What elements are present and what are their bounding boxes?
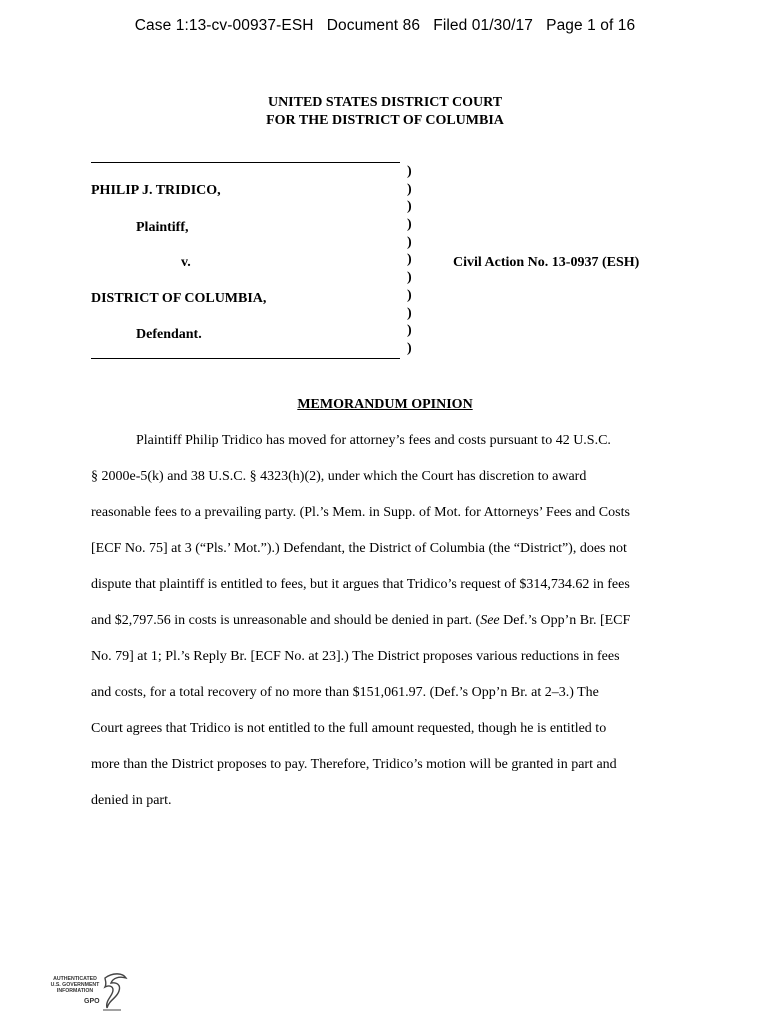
caption-paren: ) bbox=[407, 305, 412, 321]
opinion-body bbox=[91, 431, 681, 827]
caption-paren: ) bbox=[407, 323, 412, 339]
versus-label: v. bbox=[181, 255, 191, 270]
document-title: MEMORANDUM OPINION bbox=[297, 397, 473, 412]
gpo-logo-mark: GPO bbox=[84, 998, 100, 1005]
gpo-logo-text bbox=[44, 976, 106, 994]
body-line: Court agrees that Tridico is not entitled to the full amount requested, though he is entitled to bbox=[91, 721, 607, 736]
caption-paren: ) bbox=[407, 270, 412, 286]
body-line: No. 79] at 1; Pl.’s Reply Br. [ECF No. at 23].) The District proposes various reductions in fees bbox=[91, 649, 620, 664]
gpo-logo-line: U.S. GOVERNMENT bbox=[50, 982, 100, 988]
caption-parentheses bbox=[407, 163, 412, 358]
caption-bottom-rule bbox=[91, 358, 400, 359]
signal-see: See bbox=[480, 613, 500, 628]
body-line bbox=[91, 611, 681, 647]
caption-paren: ) bbox=[407, 217, 412, 233]
body-text-run: Def.’s Opp’n Br. [ECF bbox=[499, 613, 631, 628]
body-line: more than the District proposes to pay. Therefore, Tridico’s motion will be granted in part and bbox=[91, 757, 617, 772]
court-name bbox=[0, 94, 770, 130]
body-text-run: and $2,797.56 in costs is unreasonable and should be denied in part. ( bbox=[91, 613, 481, 628]
body-line: and costs, for a total recovery of no more than $151,061.97. (Def.’s Opp’n Br. at 2–3.) The bbox=[91, 685, 599, 700]
gpo-logo-line: AUTHENTICATED bbox=[53, 976, 97, 982]
defendant-name: DISTRICT OF COLUMBIA, bbox=[91, 291, 267, 306]
caption-paren: ) bbox=[407, 252, 412, 268]
court-name-line-2: FOR THE DISTRICT OF COLUMBIA bbox=[266, 113, 504, 128]
caption-paren: ) bbox=[407, 199, 412, 215]
caption-top-rule bbox=[91, 162, 400, 163]
eagle-icon bbox=[99, 970, 129, 1016]
gpo-authenticated-logo bbox=[44, 970, 134, 1016]
body-line: dispute that plaintiff is entitled to fees, but it argues that Tridico’s request of $314,734.62 in fees bbox=[91, 577, 630, 592]
body-line: § 2000e-5(k) and 38 U.S.C. § 4323(h)(2), under which the Court has discretion to award bbox=[91, 469, 587, 484]
caption-paren: ) bbox=[407, 181, 412, 197]
body-line: reasonable fees to a prevailing party. (Pl.’s Mem. in Supp. of Mot. for Attorneys’ Fees and Costs bbox=[91, 505, 630, 520]
civil-action-number: Civil Action No. 13-0937 (ESH) bbox=[453, 255, 640, 270]
body-line: Plaintiff Philip Tridico has moved for attorney’s fees and costs pursuant to 42 U.S.C. bbox=[136, 433, 611, 448]
court-name-line-1: UNITED STATES DISTRICT COURT bbox=[267, 95, 503, 110]
body-line: [ECF No. 75] at 3 (“Pls.’ Mot.”).) Defendant, the District of Columbia (the “District”), does not bbox=[91, 541, 627, 556]
caption-paren: ) bbox=[407, 340, 412, 356]
caption-paren: ) bbox=[407, 164, 412, 179]
caption-paren: ) bbox=[407, 234, 412, 250]
plaintiff-name: PHILIP J. TRIDICO, bbox=[91, 183, 221, 198]
case-header: Case 1:13-cv-00937-ESH Document 86 Filed 01/30/17 Page 1 of 16 bbox=[134, 17, 636, 34]
plaintiff-role: Plaintiff, bbox=[136, 220, 189, 235]
defendant-role: Defendant. bbox=[136, 327, 202, 342]
gpo-logo-line: INFORMATION bbox=[56, 988, 94, 994]
caption-paren: ) bbox=[407, 287, 412, 303]
body-line: denied in part. bbox=[91, 793, 172, 808]
